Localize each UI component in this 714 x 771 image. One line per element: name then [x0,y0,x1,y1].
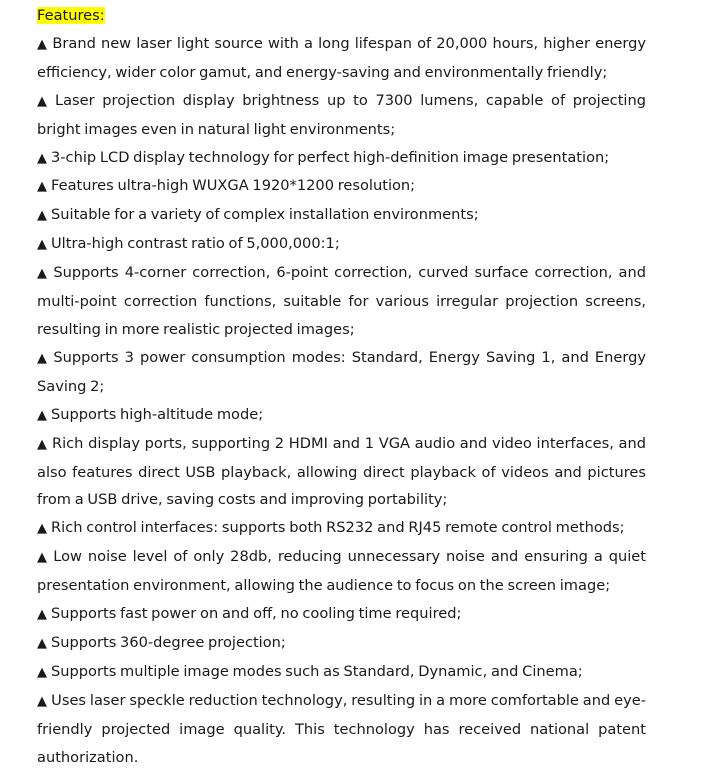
triangle-bullet-icon: ▲ [37,150,47,166]
feature-item [37,543,646,600]
features-heading [37,2,646,30]
triangle-bullet-icon: ▲ [37,237,47,253]
feature-item [37,201,646,230]
feature-item [37,658,646,687]
feature-item [37,259,646,344]
feature-text: Features ultra-high WUXGA 1920*1200 resolution; [51,177,416,195]
features-heading-text: Features: [37,7,105,24]
triangle-bullet-icon: ▲ [37,350,50,366]
triangle-bullet-icon: ▲ [37,550,50,566]
feature-text: Supports 3 power consumption modes: Standard, Energy Saving 1, and Energy Saving 2; [37,348,647,395]
feature-text: 3-chip LCD display technology for perfect high-definition image presentation; [51,148,610,166]
feature-item [37,87,646,144]
feature-text: Rich control interfaces: supports both RS232 and RJ45 remote control methods; [51,519,625,537]
feature-text: Supports fast power on and off, no cooling time required; [51,605,462,623]
triangle-bullet-icon: ▲ [37,36,49,52]
triangle-bullet-icon: ▲ [37,407,47,423]
feature-item [37,401,646,430]
feature-text: Supports high-altitude mode; [51,405,264,423]
triangle-bullet-icon: ▲ [37,208,47,224]
feature-text: Supports 360-degree projection; [51,633,286,651]
feature-item [37,514,646,543]
triangle-bullet-icon: ▲ [37,179,47,195]
triangle-bullet-icon: ▲ [37,664,47,680]
feature-item [37,30,646,87]
triangle-bullet-icon: ▲ [37,266,50,282]
feature-text: Ultra-high contrast ratio of 5,000,000:1; [51,235,340,253]
feature-item [37,172,646,201]
feature-text: Brand new laser light source with a long lifespan of 20,000 hours, higher energy efficiency, wider color gamut, and energy-saving and environmentally friendly; [37,34,646,81]
triangle-bullet-icon: ▲ [37,635,47,651]
feature-item [37,629,646,658]
feature-text: Rich display ports, supporting 2 HDMI and 1 VGA audio and video interfaces, and also features direct USB playback, allowing direct playback of videos and pictures from a USB drive, saving costs and improving portability; [37,434,647,509]
feature-item [37,344,646,401]
feature-text: Supports multiple image modes such as Standard, Dynamic, and Cinema; [51,662,583,680]
triangle-bullet-icon: ▲ [37,436,48,452]
feature-item [37,430,646,515]
triangle-bullet-icon: ▲ [37,521,47,537]
triangle-bullet-icon: ▲ [37,693,48,709]
triangle-bullet-icon: ▲ [37,93,51,109]
document-body [37,2,646,771]
feature-text: Low noise level of only 28db, reducing unnecessary noise and ensuring a quiet presentation environment, allowing the audience to focus on the screen image; [37,548,647,595]
triangle-bullet-icon: ▲ [37,607,47,623]
feature-item [37,600,646,629]
feature-text: Supports 4-corner correction, 6-point correction, curved surface correction, and multi-point correction functions, suitable for various irregular projection screens, resulting in more realistic projected images; [37,264,646,338]
feature-list [37,30,646,771]
feature-text: Laser projection display brightness up to 7300 lumens, capable of projecting bright images even in natural light environments; [37,91,646,138]
feature-item [37,144,646,173]
feature-item [37,230,646,259]
feature-text: Suitable for a variety of complex installation environments; [51,206,479,224]
feature-text: Uses laser speckle reduction technology, resulting in a more comfortable and eye-friendly projected image quality. This technology has received national patent authorization. [37,691,646,766]
feature-item [37,687,646,771]
